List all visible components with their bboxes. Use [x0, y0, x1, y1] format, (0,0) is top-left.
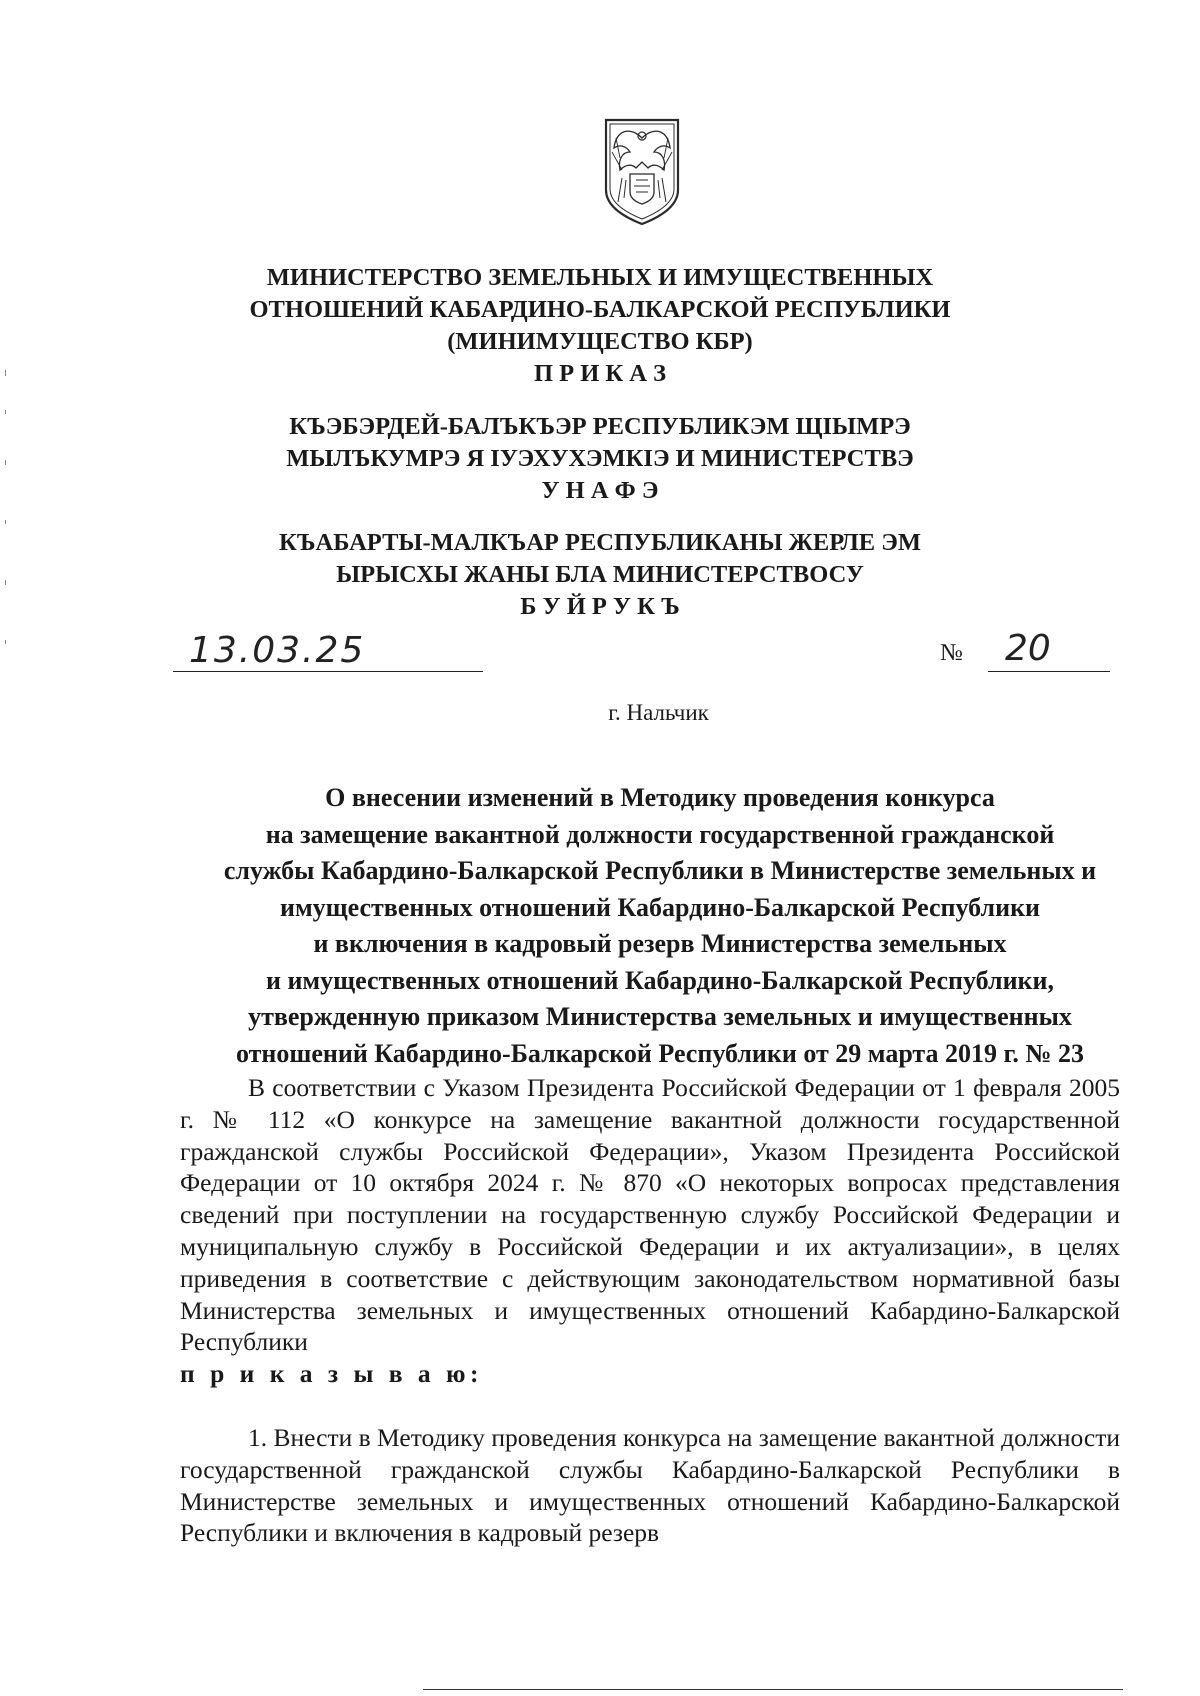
document-number [940, 628, 1110, 672]
title-line: утвержденную приказом Министерства земельных и имущественных [248, 1002, 1072, 1031]
decree-word: п р и к а з ы в а ю: [180, 1359, 484, 1389]
title-line: и имущественных отношений Кабардино-Балкарской Республики, [265, 965, 1055, 995]
title-line: О внесении изменений в Методику проведения конкурса [325, 783, 995, 812]
title-line: службы Кабардино-Балкарской Республики в Министерстве земельных и [223, 856, 1097, 885]
document-date [173, 632, 483, 672]
handwritten-date: 13.03.25 [189, 630, 366, 671]
header-blk-line2: ЫРЫСХЫ ЖАНЫ БЛА МИНИСТЕРСТВОСУ [336, 561, 864, 588]
title-line: имущественных отношений Кабардино-Балкарской Республики [279, 892, 1041, 922]
header-ru-doctype: П Р И К А З [533, 360, 667, 387]
date-underline [173, 671, 483, 672]
header-blk-line1: КЪАБАРТЫ-МАЛКЪАР РЕСПУБЛИКАНЫ ЖЕРЛЕ ЭМ [279, 529, 921, 556]
header-ru-line2: ОТНОШЕНИЙ КАБАРДИНО-БАЛКАРСКОЙ РЕСПУБЛИКИ [249, 296, 951, 323]
header-ru-line3: (МИНИМУЩЕСТВО КБР) [447, 328, 753, 355]
coat-of-arms-icon [600, 118, 684, 226]
header-kbd-doctype: У Н А Ф Э [541, 477, 659, 504]
city: г. Нальчик [608, 700, 709, 725]
preamble-paragraph [180, 1072, 1120, 1390]
title-line: на замещение вакантной должности государственной гражданской [265, 819, 1055, 849]
header-ru-line1: МИНИСТЕРСТВО ЗЕМЕЛЬНЫХ И ИМУЩЕСТВЕННЫХ [266, 264, 934, 291]
preamble-text: В соответствии с Указом Президента Российской Федерации от 1 февраля 2005 г. № 112 «О конкурсе на замещение вакантной должности государственной гражданской службы Российской Федерации», Указом Президента Российской Федерации от 10 октября 2024 г. № 870 «О некоторых вопросах представления сведений при поступлении на государственную службу Российской Федерации и муниципальную службу в Российской Федерации и их актуализации», в целях приведения в соответствие с действующим законодательством нормативной базы Министерства земельных и имущественных отношений Кабардино-Балкарской Республики [180, 1073, 1120, 1357]
document-title [160, 780, 1160, 1072]
header-kbd-line2: МЫЛЪКУМРЭ Я IУЭХУХЭМКIЭ И МИНИСТЕРСТВЭ [286, 445, 914, 472]
number-underline [988, 671, 1110, 672]
handwritten-number: 20 [1005, 628, 1051, 669]
header-kbd-line1: КЪЭБЭРДЕЙ-БАЛЪКЪЭР РЕСПУБЛИКЭМ ЩIЫМРЭ [289, 413, 911, 440]
title-line: отношений Кабардино-Балкарской Республики от 29 марта 2019 г. № 23 [235, 1038, 1085, 1068]
header-blk-doctype: Б У Й Р У К Ъ [520, 593, 680, 620]
title-line: и включения в кадровый резерв Министерства земельных [313, 929, 1007, 958]
page-bottom-rule [423, 1689, 1123, 1690]
scan-margin-marks [4, 370, 7, 650]
number-label: № [940, 640, 963, 666]
item-1-paragraph: 1. Внести в Методику проведения конкурса на замещение вакантной должности государственной гражданской службы Кабардино-Балкарской Республики в Министерстве земельных и имущественных отношений Кабардино-Балкарской Республики и включения в кадровый резерв [180, 1423, 1120, 1548]
